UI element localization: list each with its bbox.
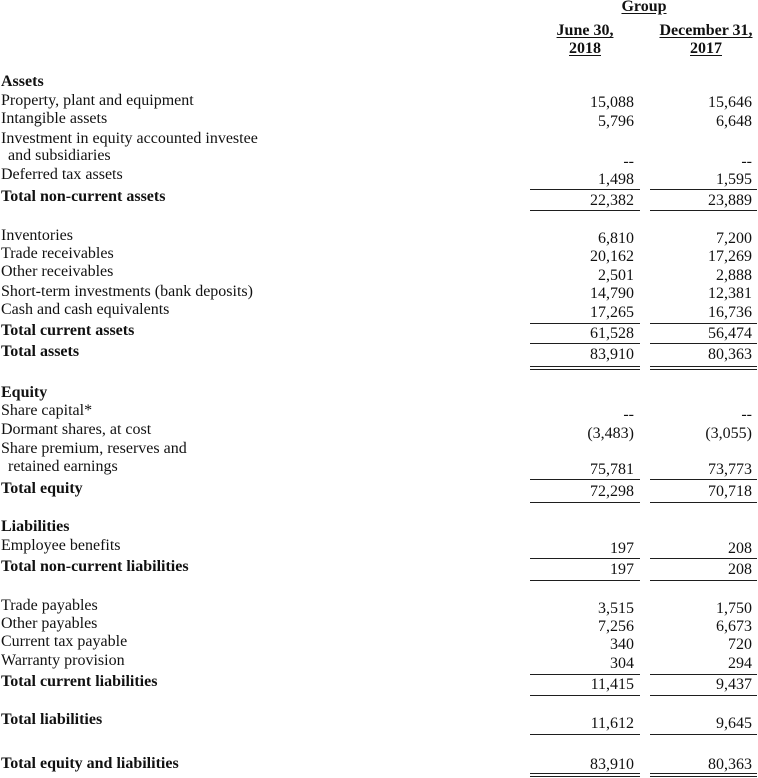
value-june-2018: 197 [610,540,634,557]
row-label: Warranty provision [1,652,125,669]
value-december-2017: 70,718 [708,483,752,500]
value-december-2017: (3,055) [705,425,752,442]
double-rule-lower [530,776,640,777]
value-june-2018: 7,256 [598,618,634,635]
row-label: Deferred tax assets [1,166,123,183]
subtotal-rule [650,674,757,675]
row-label: Total equity [1,480,83,497]
value-december-2017: 208 [728,540,752,557]
subtotal-rule [530,479,640,480]
value-december-2017: 9,645 [716,715,752,732]
value-june-2018: 15,088 [590,94,634,111]
double-rule-lower [650,369,757,370]
value-june-2018: 11,415 [590,676,634,693]
subtotal-rule [650,558,757,559]
value-december-2017: 2,888 [716,267,752,284]
value-december-2017: 12,381 [708,285,752,302]
row-label: Inventories [1,227,73,244]
value-june-2018: 197 [610,561,634,578]
subtotal-rule [530,674,640,675]
value-june-2018: 75,781 [590,461,634,478]
row-label: Current tax payable [1,633,128,650]
value-june-2018: 17,265 [590,304,634,321]
value-june-2018: -- [623,406,634,423]
row-label: Total equity and liabilities [1,755,179,772]
row-label: Trade receivables [1,245,114,262]
row-label: Cash and cash equivalents [1,301,170,318]
value-june-2018: 3,515 [598,600,634,617]
column-2018-date: June 30, [556,22,614,39]
row-label: Investment in equity accounted investee [1,130,258,147]
double-rule-upper [530,773,640,774]
value-december-2017: 6,673 [716,618,752,635]
row-label: Total current liabilities [1,673,158,690]
section-heading-equity: Equity [1,384,48,401]
value-june-2018: 83,910 [590,346,634,363]
column-2017-year: 2017 [690,40,722,57]
value-december-2017: 15,646 [708,94,752,111]
value-december-2017: 17,269 [708,248,752,265]
group-heading: Group [621,0,667,15]
total-rule [530,210,640,211]
column-2018-year: 2018 [569,40,601,57]
value-december-2017: -- [741,406,752,423]
total-rule [530,695,640,696]
value-december-2017: 1,595 [716,171,752,188]
row-label: Share premium, reserves and [1,440,187,457]
value-december-2017: 80,363 [708,756,752,773]
row-label: Total current assets [1,322,135,339]
total-rule [650,210,757,211]
value-december-2017: 6,648 [716,113,752,130]
column-2017-date: December 31, [659,22,753,39]
total-rule [650,734,757,735]
subtotal-rule [650,343,757,344]
value-june-2018: (3,483) [587,425,634,442]
subtotal-rule [650,189,757,190]
double-rule-upper [650,773,757,774]
row-label-continued: retained earnings [8,458,118,475]
value-june-2018: 72,298 [590,483,634,500]
total-rule [530,580,640,581]
value-june-2018: 14,790 [590,285,634,302]
value-december-2017: 16,736 [708,304,752,321]
value-december-2017: -- [741,153,752,170]
value-june-2018: 304 [610,655,634,672]
row-label: Property, plant and equipment [1,92,194,109]
total-rule [650,580,757,581]
total-rule [650,695,757,696]
double-rule-upper [650,366,757,367]
total-rule [530,502,640,503]
subtotal-rule [530,558,640,559]
row-label: Employee benefits [1,537,121,554]
value-december-2017: 80,363 [708,346,752,363]
value-june-2018: 1,498 [598,171,634,188]
value-june-2018: 22,382 [590,192,634,209]
subtotal-rule [530,189,640,190]
value-december-2017: 208 [728,561,752,578]
row-label-continued: and subsidiaries [8,147,111,164]
total-rule [530,734,640,735]
value-december-2017: 23,889 [708,192,752,209]
double-rule-lower [650,776,757,777]
value-june-2018: 6,810 [598,230,634,247]
row-label: Trade payables [1,597,98,614]
row-label: Total assets [1,343,80,360]
subtotal-rule [530,343,640,344]
row-label: Total non-current assets [1,188,166,205]
value-june-2018: -- [623,153,634,170]
subtotal-rule [650,323,757,324]
row-label: Other receivables [1,263,114,280]
section-heading-liabilities: Liabilities [1,518,70,535]
value-june-2018: 340 [610,636,634,653]
row-label: Share capital* [1,402,93,419]
value-december-2017: 720 [728,636,752,653]
value-june-2018: 5,796 [598,113,634,130]
value-december-2017: 56,474 [708,325,752,342]
value-december-2017: 7,200 [716,230,752,247]
double-rule-upper [530,366,640,367]
value-december-2017: 9,437 [716,676,752,693]
value-december-2017: 294 [728,655,752,672]
value-june-2018: 2,501 [598,267,634,284]
section-heading-assets: Assets [1,73,44,90]
row-label: Intangible assets [1,110,108,127]
row-label: Total liabilities [1,711,103,728]
subtotal-rule [650,479,757,480]
total-rule [650,502,757,503]
value-june-2018: 20,162 [590,248,634,265]
subtotal-rule [530,323,640,324]
value-june-2018: 83,910 [590,756,634,773]
row-label: Dormant shares, at cost [1,421,152,438]
value-june-2018: 61,528 [590,325,634,342]
value-december-2017: 1,750 [716,600,752,617]
double-rule-lower [530,369,640,370]
value-june-2018: 11,612 [590,715,634,732]
row-label: Short-term investments (bank deposits) [1,283,253,300]
row-label: Other payables [1,615,98,632]
value-december-2017: 73,773 [708,461,752,478]
row-label: Total non-current liabilities [1,558,189,575]
